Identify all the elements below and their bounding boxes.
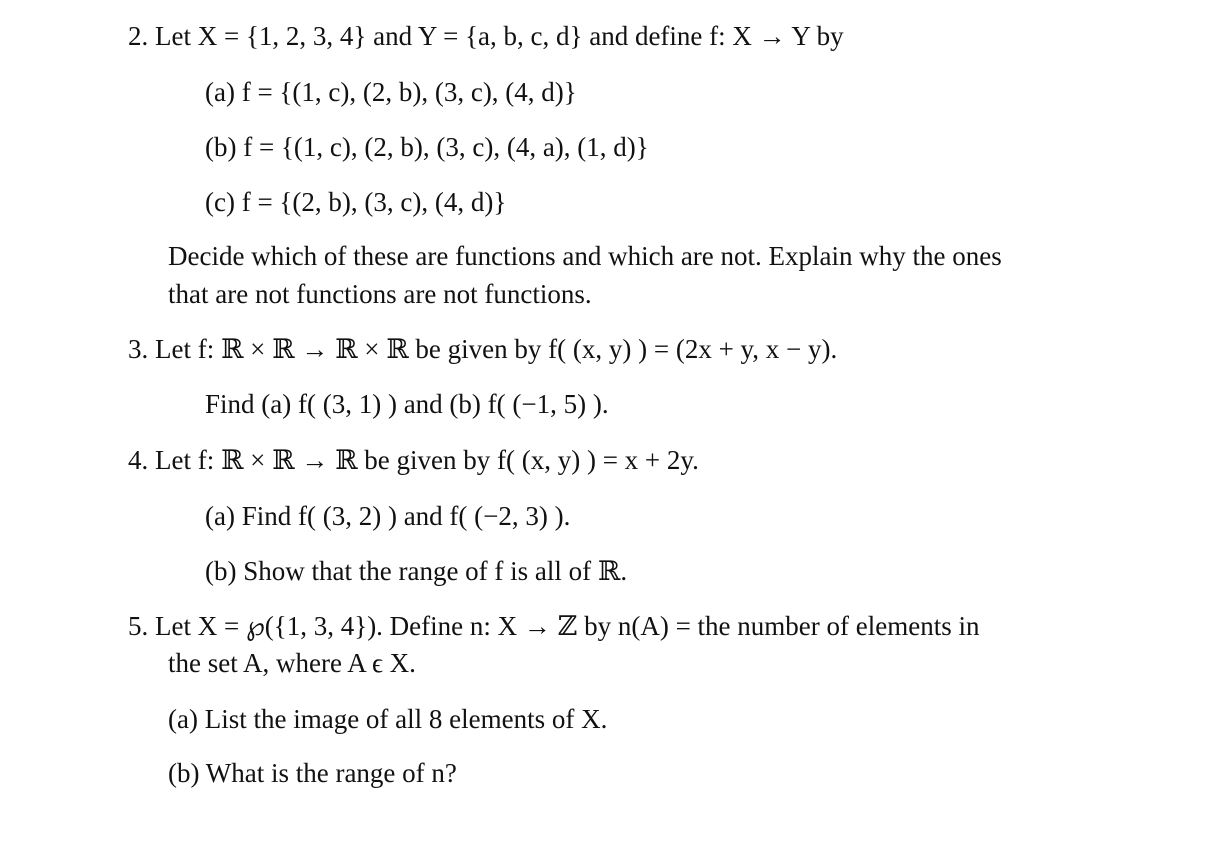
problem-5-part-b: (b) What is the range of n? bbox=[168, 758, 457, 788]
problem-2-part-b: (b) f = {(1, c), (2, b), (3, c), (4, a), (1, d)} bbox=[205, 132, 649, 162]
problem-3-intro: 3. Let f: ℝ × ℝ → ℝ × ℝ be given by f( (x, y) ) = (2x + y, x − y). bbox=[128, 334, 838, 364]
problem-4-part-a: (a) Find f( (3, 2) ) and f( (−2, 3) ). bbox=[205, 501, 571, 531]
problem-2-instruction-line-2: that are not functions are not functions. bbox=[168, 279, 592, 309]
problem-5-intro-line-1: 5. Let X = ℘({1, 3, 4}). Define n: X → ℤ by n(A) = the number of elements in bbox=[128, 611, 980, 641]
problem-2-intro: 2. Let X = {1, 2, 3, 4} and Y = {a, b, c, d} and define f: X → Y by bbox=[128, 21, 844, 51]
problem-2-part-c: (c) f = {(2, b), (3, c), (4, d)} bbox=[205, 187, 507, 217]
problem-4-part-b: (b) Show that the range of f is all of ℝ. bbox=[205, 556, 628, 586]
problem-3-find: Find (a) f( (3, 1) ) and (b) f( (−1, 5) ). bbox=[205, 389, 609, 419]
problem-5-part-a: (a) List the image of all 8 elements of X. bbox=[168, 704, 608, 734]
problem-2-instruction-line-1: Decide which of these are functions and which are not. Explain why the ones bbox=[168, 241, 1002, 271]
problem-2-part-a: (a) f = {(1, c), (2, b), (3, c), (4, d)} bbox=[205, 77, 577, 107]
problem-5-intro-line-2: the set A, where A ϵ X. bbox=[168, 648, 416, 678]
problem-4-intro: 4. Let f: ℝ × ℝ → ℝ be given by f( (x, y) ) = x + 2y. bbox=[128, 445, 699, 475]
